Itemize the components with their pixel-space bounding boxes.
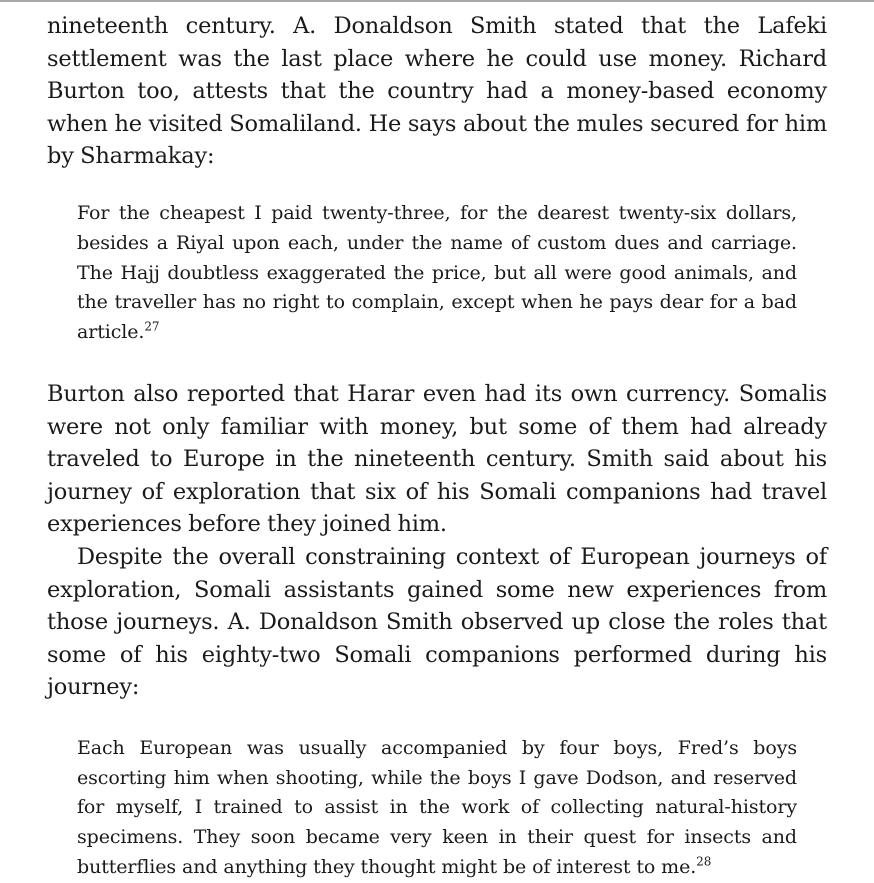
block-quote-smith bbox=[47, 734, 797, 883]
document-page bbox=[47, 10, 827, 883]
footnote-ref-27[interactable]: 27 bbox=[144, 319, 160, 334]
block-quote-burton bbox=[47, 199, 797, 348]
page-top-rule bbox=[0, 0, 874, 2]
paragraph-continuation: nineteenth century. A. Donaldson Smith stated that the Lafeki settlement was the last place where he could use money. Richard Burton too, attests that the country had a money-based economy when he visited Somaliland. He says about the mules secured for him by Sharmakay: bbox=[47, 13, 827, 170]
paragraph-harar-currency: Burton also reported that Harar even had its own currency. Somalis were not only familiar with money, but some of them had already traveled to Europe in the nineteenth century. Smith said about his journey of exploration that six of his Somali companions had travel experiences before they joined him. bbox=[47, 380, 827, 538]
paragraph-somali-assistants: Despite the overall constraining context of European journeys of exploration, Somali assistants gained some new experiences from those journeys. A. Donaldson Smith observed up close the roles that some of his eighty-two Somali companions performed during his journey: bbox=[47, 543, 827, 701]
block-quote-smith-text: Each European was usually accompanied by four boys, Fred’s boys escorting him when shooting, while the boys I gave Dodson, and reserved for myself, I trained to assist in the work of collecting natural-history specimens. They soon became very keen in their quest for insects and butterflies and anything they thought might be of interest to me. bbox=[77, 736, 797, 879]
footnote-ref-28[interactable]: 28 bbox=[696, 854, 712, 869]
block-quote-burton-text: For the cheapest I paid twenty-three, for the dearest twenty-six dollars, besides a Riyal upon each, under the name of custom dues and carriage. The Hajj doubtless exaggerated the price, but all were good animals, and the traveller has no right to complain, except when he pays dear for a bad article. bbox=[77, 201, 797, 344]
